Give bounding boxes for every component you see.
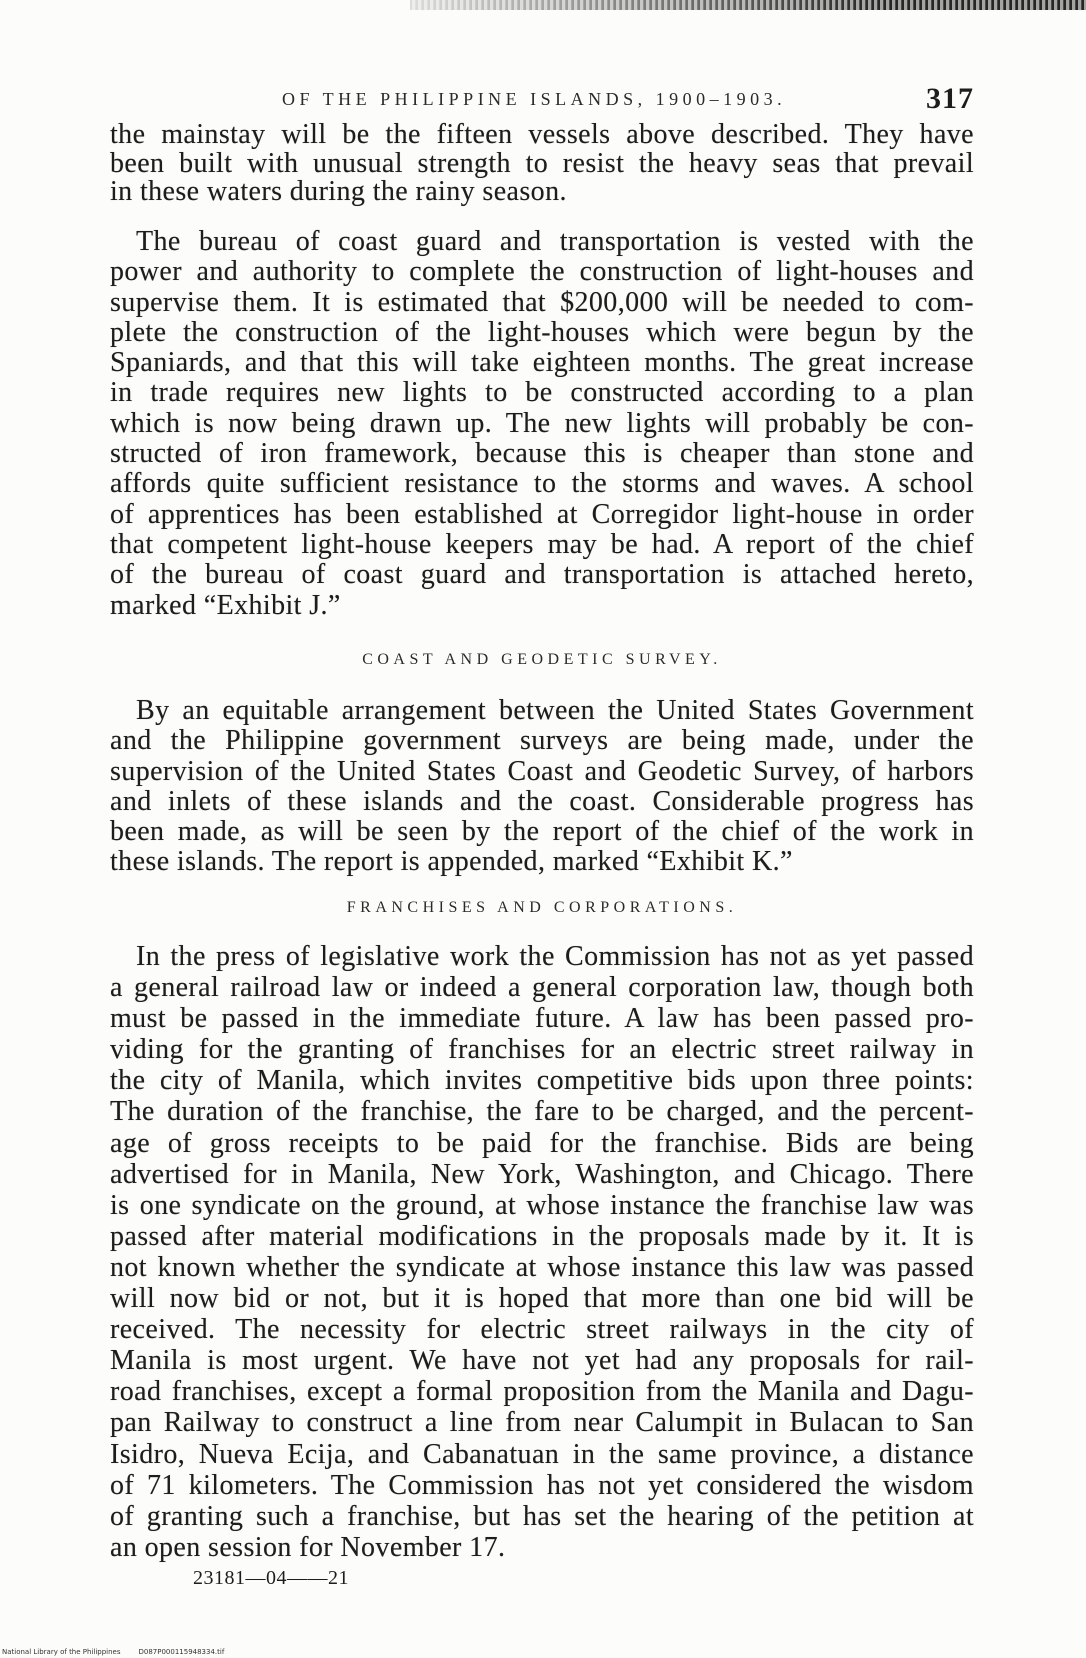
page-number: 317 — [926, 82, 974, 115]
text-line: is one syndicate on the ground, at whose instance the franchise law was — [110, 1189, 974, 1221]
text-line: The bureau of coast guard and transportation is vested with the — [136, 226, 974, 257]
text-line: supervise them. It is estimated that $200,000 will be needed to com- — [110, 286, 974, 318]
text-line: received. The necessity for electric street railways in the city of — [110, 1314, 974, 1346]
scan-edge-artifact — [410, 0, 1086, 10]
text-line: must be passed in the immediate future. A law has been passed pro- — [110, 1003, 974, 1035]
text-line: pan Railway to construct a line from near Calumpit in Bulacan to San — [110, 1407, 974, 1439]
text-line: will now bid or not, but it is hoped that more than one bid will be — [110, 1283, 974, 1315]
text-line: Spaniards, and that this will take eighteen months. The great increase — [110, 347, 974, 379]
text-line: power and authority to complete the construction of light-houses and — [110, 256, 974, 288]
text-line: these islands. The report is appended, marked “Exhibit K.” — [110, 846, 793, 878]
running-head: OF THE PHILIPPINE ISLANDS, 1900–1903. — [282, 89, 787, 109]
paragraph-continuation — [110, 121, 974, 207]
section-heading-franchises: FRANCHISES AND CORPORATIONS. — [346, 899, 738, 916]
text-line: age of gross receipts to be paid for the franchise. Bids are being — [110, 1127, 974, 1159]
text-line: in trade requires new lights to be constructed according to a plan — [110, 377, 974, 409]
scan-footer — [2, 1647, 224, 1657]
text-line: that competent light-house keepers may be had. A report of the chief — [110, 528, 974, 560]
text-line: been made, as will be seen by the report of the chief of the work in — [110, 816, 974, 848]
printer-signature-mark: 23181—04——21 — [193, 1567, 349, 1589]
text-line: By an equitable arrangement between the United States Government — [136, 695, 974, 726]
text-line: of the bureau of coast guard and transportation is attached hereto, — [110, 559, 974, 591]
text-line: marked “Exhibit J.” — [110, 589, 341, 621]
text-line: road franchises, except a formal proposition from the Manila and Dagu- — [110, 1376, 974, 1408]
text-line: In the press of legislative work the Commission has not as yet passed — [136, 941, 974, 972]
text-line: a general railroad law or indeed a general corporation law, though both — [110, 972, 974, 1004]
text-line: an open session for November 17. — [110, 1531, 506, 1563]
text-line: of 71 kilometers. The Commission has not yet considered the wisdom — [110, 1469, 974, 1501]
text-line: in these waters during the rainy season. — [110, 176, 567, 207]
text-line: The duration of the franchise, the fare to be charged, and the percent- — [110, 1096, 974, 1128]
text-line: and inlets of these islands and the coast. Considerable progress has — [110, 785, 974, 817]
paragraph-lighthouses — [110, 227, 974, 621]
text-line: passed after material modifications in the proposals made by it. It is — [110, 1220, 974, 1252]
text-line: which is now being drawn up. The new lights will probably be con- — [110, 407, 974, 439]
text-line: structed of iron framework, because this is cheaper than stone and — [110, 438, 974, 470]
paragraph-franchises — [110, 941, 974, 1563]
text-line: viding for the granting of franchises for an electric street railway in — [110, 1034, 974, 1066]
paragraph-coast-survey — [110, 696, 974, 878]
library-credit: National Library of the Philippines — [2, 1648, 121, 1656]
text-line: been built with unusual strength to resist the heavy seas that prevail — [110, 147, 974, 179]
text-line: of apprentices has been established at Corregidor light-house in order — [110, 498, 974, 530]
scan-filename: D087P000115948334.tif — [138, 1648, 225, 1656]
text-line: affords quite sufficient resistance to the storms and waves. A school — [110, 468, 974, 500]
text-line: Isidro, Nueva Ecija, and Cabanatuan in the same province, a distance — [110, 1438, 974, 1470]
text-line: supervision of the United States Coast and Geodetic Survey, of harbors — [110, 755, 974, 787]
text-line: plete the construction of the light-houses which were begun by the — [110, 316, 974, 348]
text-line: Manila is most urgent. We have not yet had any proposals for rail- — [110, 1345, 974, 1377]
section-heading-coast-survey: COAST AND GEODETIC SURVEY. — [362, 651, 722, 668]
text-line: not known whether the syndicate at whose instance this law was passed — [110, 1251, 974, 1283]
text-line: the mainstay will be the fifteen vessels above described. They have — [110, 119, 974, 150]
text-line: advertised for in Manila, New York, Washington, and Chicago. There — [110, 1158, 974, 1190]
text-line: of granting such a franchise, but has set the hearing of the petition at — [110, 1500, 974, 1532]
text-line: the city of Manila, which invites competitive bids upon three points: — [110, 1065, 974, 1097]
text-line: and the Philippine government surveys are being made, under the — [110, 725, 974, 757]
